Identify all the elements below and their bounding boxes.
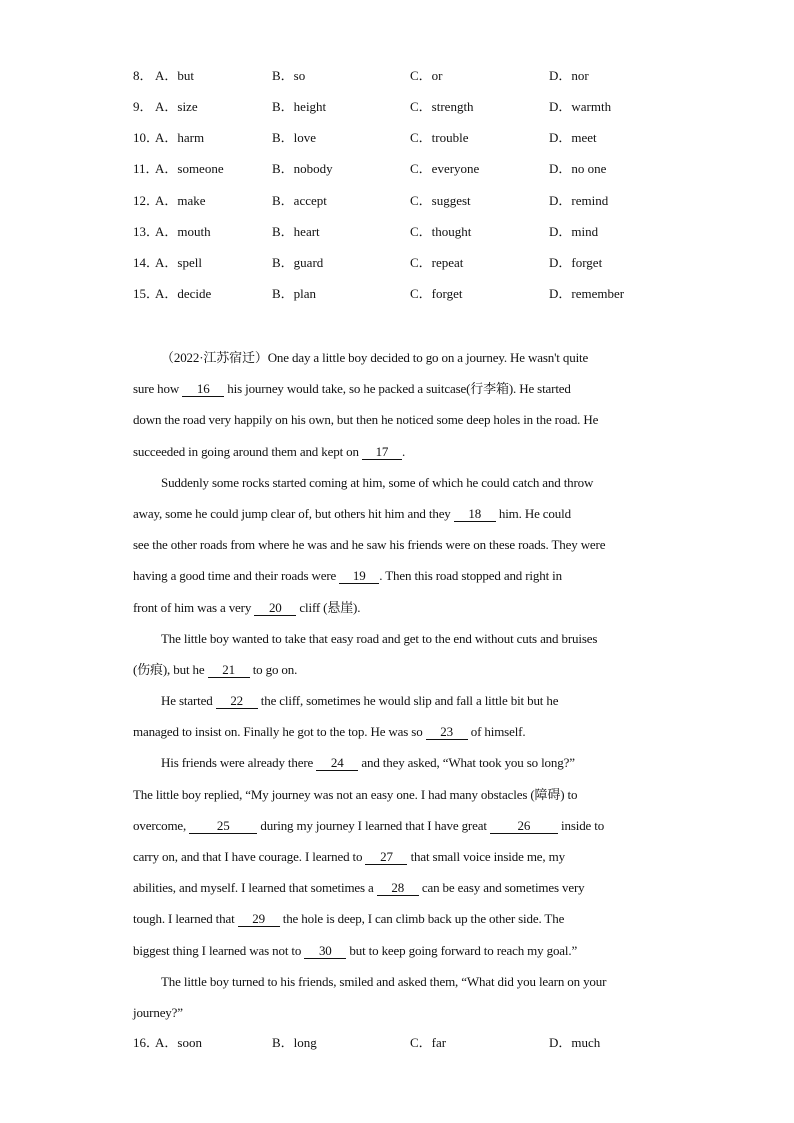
question-number: 15． xyxy=(133,286,160,301)
passage-line xyxy=(133,501,661,532)
option-a: A．mouth xyxy=(155,224,211,239)
passage-text: abilities, and myself. I learned that sometimes a xyxy=(133,880,377,896)
option-d: D．no one xyxy=(549,161,607,176)
passage-text: and they asked, “What took you so long?” xyxy=(358,755,575,771)
passage-text: during my journey I learned that I have great xyxy=(257,817,490,833)
passage-line xyxy=(133,563,661,594)
passage-text: that small voice inside me, my xyxy=(407,849,565,864)
passage-text: . Then this road stopped and right in xyxy=(379,568,562,584)
question-number: 16． xyxy=(133,1035,160,1050)
passage-line xyxy=(133,906,661,937)
option-b: B．nobody xyxy=(272,161,333,176)
blank-19[interactable]: 19 xyxy=(339,568,379,584)
option-c: C．or xyxy=(410,68,443,83)
cloze-passage xyxy=(133,345,661,1031)
option-a: A．decide xyxy=(155,286,212,301)
passage-line xyxy=(133,626,661,657)
blank-25[interactable]: 25 xyxy=(189,818,257,834)
option-c: C．strength xyxy=(410,99,474,114)
question-number: 9． xyxy=(133,99,153,114)
option-b: B．long xyxy=(272,1035,317,1050)
passage-text: He started xyxy=(161,693,216,709)
option-c: C．everyone xyxy=(410,161,480,176)
passage-text: The little boy turned to his friends, smiled and asked them, “What did you learn on your xyxy=(161,973,607,989)
passage-line xyxy=(133,938,661,969)
option-a: A．make xyxy=(155,193,206,208)
question-number: 11． xyxy=(133,161,159,176)
passage-line xyxy=(133,782,661,813)
passage-text: tough. I learned that xyxy=(133,911,238,927)
question-number: 12． xyxy=(133,193,160,208)
option-d: D．forget xyxy=(549,255,603,270)
option-c: C．thought xyxy=(410,224,472,239)
blank-24[interactable]: 24 xyxy=(316,755,358,771)
passage-line xyxy=(133,1000,661,1031)
blank-21[interactable]: 21 xyxy=(208,662,250,678)
option-a: A．soon xyxy=(155,1035,202,1050)
passage-text: the cliff, sometimes he would slip and fall a little bit but he xyxy=(257,693,559,709)
option-b: B．so xyxy=(272,68,306,83)
passage-text: the hole is deep, I can climb back up the other side. The xyxy=(279,911,565,927)
option-c: C．suggest xyxy=(410,193,471,208)
passage-text: away, some he could jump clear of, but others hit him and they xyxy=(133,505,454,521)
passage-line xyxy=(133,719,661,750)
passage-text: His friends were already there xyxy=(161,755,317,771)
blank-27[interactable]: 27 xyxy=(365,849,407,865)
passage-text: The little boy replied, “My journey was not an easy one. I had many obstacles (障碍) to xyxy=(133,786,578,802)
passage-line xyxy=(133,407,661,438)
question-number: 13． xyxy=(133,224,160,239)
blank-18[interactable]: 18 xyxy=(454,506,496,522)
option-a: A．but xyxy=(155,68,195,83)
option-d: D．meet xyxy=(549,130,597,145)
passage-text: of himself. xyxy=(467,724,526,740)
passage-text: sure how xyxy=(133,381,183,397)
passage-line xyxy=(133,969,661,1000)
blank-17[interactable]: 17 xyxy=(362,444,402,460)
passage-text: see the other roads from where he was and he saw his friends were on these roads. They were xyxy=(133,537,606,553)
option-a: A．spell xyxy=(155,255,202,270)
question-number: 8． xyxy=(133,68,153,83)
option-d: D．mind xyxy=(549,224,599,239)
blank-26[interactable]: 26 xyxy=(490,818,558,834)
option-b: B．accept xyxy=(272,193,327,208)
option-d: D．much xyxy=(549,1035,601,1050)
blank-29[interactable]: 29 xyxy=(238,911,280,927)
passage-text: (伤痕), but he xyxy=(133,661,208,677)
passage-text: carry on, and that I have courage. I learned to xyxy=(133,849,366,864)
passage-text: him. He could xyxy=(495,505,571,521)
passage-line xyxy=(133,875,661,906)
option-b: B．height xyxy=(272,99,327,114)
passage-text: front of him was a very xyxy=(133,599,255,615)
passage-text: to go on. xyxy=(249,661,298,677)
passage-text: biggest thing I learned was not to xyxy=(133,942,305,958)
passage-source: （2022·江苏宿迁） xyxy=(161,350,268,365)
option-b: B．love xyxy=(272,130,317,145)
passage-line xyxy=(133,470,661,501)
option-d: D．warmth xyxy=(549,99,612,114)
option-a: A．harm xyxy=(155,130,205,145)
passage-text: journey?” xyxy=(133,1004,183,1020)
passage-text: One day a little boy decided to go on a journey. He wasn't quite xyxy=(267,350,589,365)
passage-line xyxy=(133,376,661,407)
passage-text: managed to insist on. Finally he got to the top. He was so xyxy=(133,724,426,740)
passage-line xyxy=(133,750,661,781)
option-c: C．repeat xyxy=(410,255,464,270)
passage-text: overcome, xyxy=(133,817,190,833)
option-b: B．guard xyxy=(272,255,324,270)
passage-line xyxy=(133,345,661,376)
passage-line xyxy=(133,532,661,563)
option-b: B．heart xyxy=(272,224,320,239)
option-c: C．forget xyxy=(410,286,463,301)
passage-text: . xyxy=(401,443,406,459)
passage-text: succeeded in going around them and kept on xyxy=(133,443,362,459)
passage-line xyxy=(133,813,661,844)
blank-30[interactable]: 30 xyxy=(304,943,346,959)
question-number: 14． xyxy=(133,255,160,270)
passage-text: down the road very happily on his own, but then he noticed some deep holes in the road. He xyxy=(133,412,599,428)
blank-22[interactable]: 22 xyxy=(216,693,258,709)
passage-line xyxy=(133,657,661,688)
passage-text: cliff (悬崖). xyxy=(296,599,361,615)
passage-line xyxy=(133,439,661,470)
passage-text: inside to xyxy=(557,817,605,833)
blank-28[interactable]: 28 xyxy=(377,880,419,896)
option-b: B．plan xyxy=(272,286,317,301)
option-d: D．nor xyxy=(549,68,589,83)
passage-line xyxy=(133,688,661,719)
passage-text: can be easy and sometimes very xyxy=(418,880,585,896)
option-c: C．trouble xyxy=(410,130,469,145)
passage-text: Suddenly some rocks started coming at him, some of which he could catch and throw xyxy=(161,474,594,490)
passage-text: but to keep going forward to reach my goal.” xyxy=(346,942,578,958)
question-number: 10． xyxy=(133,130,160,145)
option-d: D．remember xyxy=(549,286,625,301)
blank-23[interactable]: 23 xyxy=(426,724,468,740)
passage-line xyxy=(133,844,661,875)
passage-text: having a good time and their roads were xyxy=(133,568,340,584)
passage-text: The little boy wanted to take that easy road and get to the end without cuts and bruises xyxy=(161,630,598,646)
blank-16[interactable]: 16 xyxy=(182,381,224,397)
option-a: A．size xyxy=(155,99,198,114)
passage-text: his journey would take, so he packed a suitcase(行李箱). He started xyxy=(224,381,571,397)
blank-20[interactable]: 20 xyxy=(254,600,296,616)
option-d: D．remind xyxy=(549,193,609,208)
passage-line xyxy=(133,595,661,626)
option-c: C．far xyxy=(410,1035,447,1050)
option-a: A．someone xyxy=(155,161,224,176)
